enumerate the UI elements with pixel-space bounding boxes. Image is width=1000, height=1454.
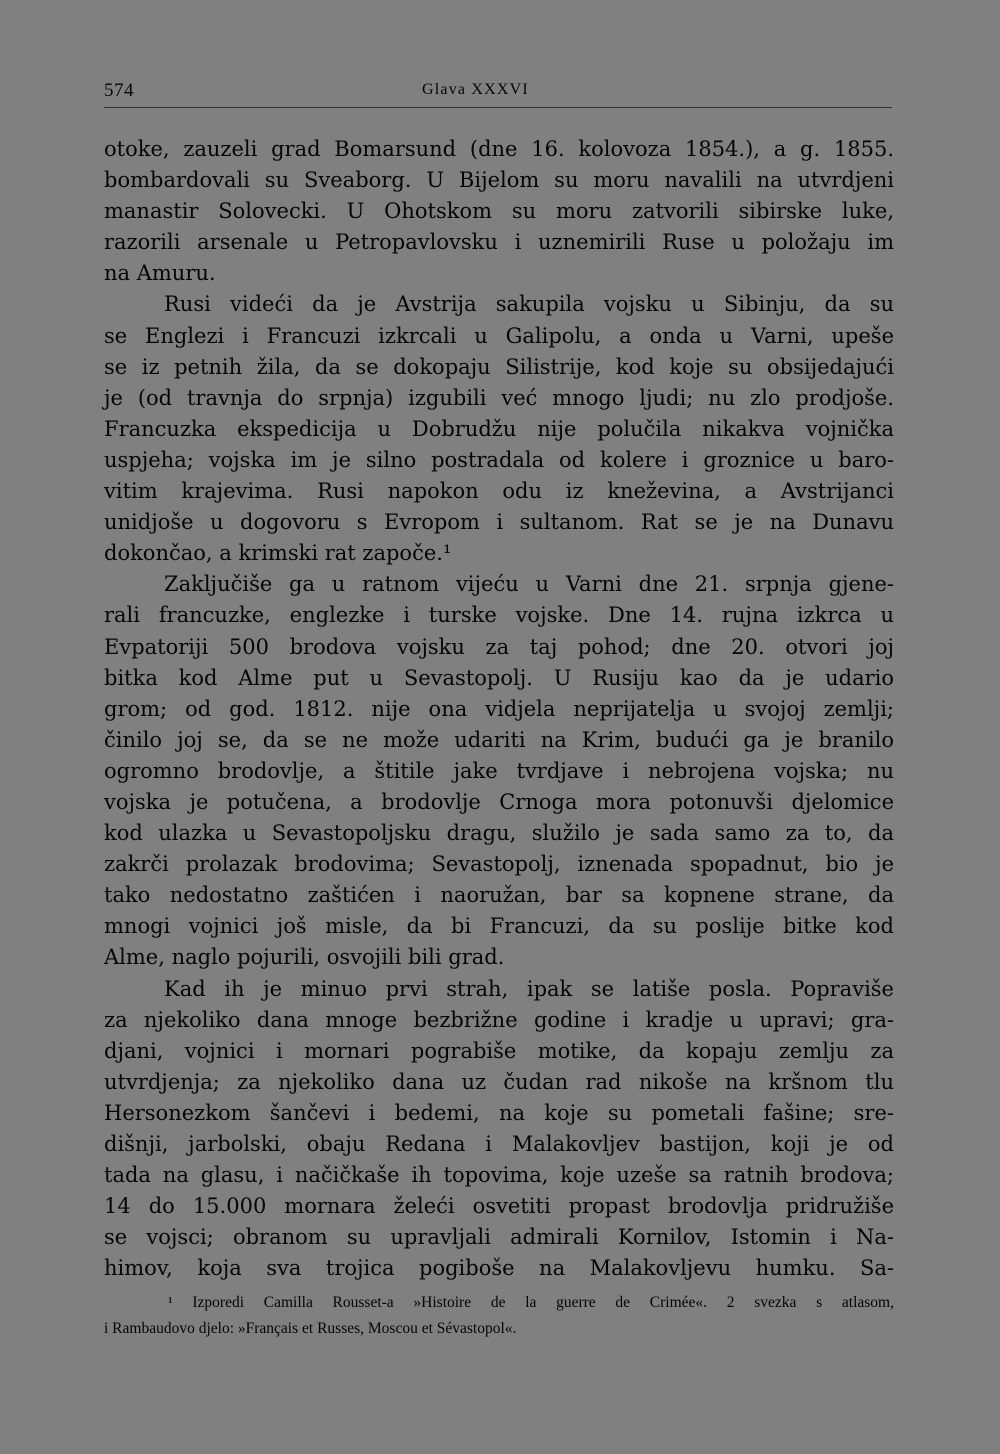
text-line: ogromno brodovlje, a štitile jake tvrdjave i nebrojena vojska; nu (104, 758, 894, 783)
text-line: vojska je potučena, a brodovlje Crnoga mora potonuvši djelomice (104, 789, 894, 814)
text-line: djani, vojnici i mornari pograbiše motike, da kopaju zemlju za (104, 1038, 894, 1063)
text-line: za njekoliko dana mnoge bezbrižne godine i kradje u upravi; gra- (104, 1007, 894, 1032)
text-line: Evpatoriji 500 brodova vojsku za taj pohod; dne 20. otvori joj (104, 634, 894, 659)
text-line: tada na glasu, i načičkaše ih topovima, koje uzeše sa ratnih brodova; (104, 1163, 894, 1188)
text-line: manastir Solovecki. U Ohotskom su moru zatvorili sibirske luke, (104, 199, 894, 224)
text-line: dišnji, jarbolski, obaju Redana i Malakovljev bastijon, koji je od (104, 1132, 894, 1156)
text-line: 14 do 15.000 mornara želeći osvetiti propast brodovlja pridružiše (104, 1194, 894, 1219)
text-line: Francuzka ekspedicija u Dobrudžu nije polučila nikakva vojnička (104, 416, 894, 441)
text-line: Hersonezkom šančevi i bedemi, na koje su pometali fašine; sre- (104, 1100, 894, 1125)
text-line: bitka kod Alme put u Sevastopolj. U Rusiju kao da je udario (104, 665, 894, 690)
text-line: Rusi videći da je Avstrija sakupila vojsku u Sibinju, da su (164, 292, 894, 317)
text-line: se vojsci; obranom su upravljali admirali Kornilov, Istomin i Na- (104, 1225, 894, 1250)
page-number: 574 (104, 80, 134, 101)
text-line: mnogi vojnici još misle, da bi Francuzi, da su poslije bitke kod (104, 914, 894, 939)
text-line: vitim krajevima. Rusi napokon odu iz kneževina, a Avstrijanci (104, 479, 894, 504)
header-rule (104, 107, 892, 108)
text-line: utvrdjenja; za njekoliko dana uz čudan rad nikoše na kršnom tlu (104, 1069, 894, 1094)
text-line: razorili arsenale u Petropavlovsku i uznemirili Ruse u položaju im (104, 230, 894, 255)
text-line: se iz petnih žila, da se dokopaju Silistrije, kod koje su obsijedajući (104, 354, 894, 379)
text-line: uspjeha; vojska im je silno postradala od kolere i groznice u baro- (104, 447, 894, 472)
text-line: kod ulazka u Sevastopoljsku dragu, služilo je sada samo za to, da (104, 821, 894, 846)
text-line: dokončao, a krimski rat započe.¹ (104, 541, 452, 566)
text-line: unidjoše u dogovoru s Evropom i sultanom. Rat se je na Dunavu (104, 510, 894, 535)
text-line: zakrči prolazak brodovima; Sevastopolj, iznenada spopadnut, bio je (104, 852, 894, 877)
text-line: je (od travnja do srpnja) izgubili već mnogo ljudi; nu zlo prodjoše. (104, 385, 894, 410)
text-line: činilo joj se, da se ne može udariti na Krim, budući ga je branilo (104, 727, 894, 752)
text-line: otoke, zauzeli grad Bomarsund (dne 16. kolovoza 1854.), a g. 1855. (104, 137, 894, 161)
text-line: bombardovali su Sveaborg. U Bijelom su moru navalili na utvrdjeni (104, 168, 894, 193)
text-line: Zaključiše ga u ratnom vijeću u Varni dne 21. srpnja gjene- (164, 572, 894, 597)
running-head: Glava XXXVI (422, 81, 529, 98)
text-line: se Englezi i Francuzi izkrcali u Galipolu, a onda u Varni, upeše (104, 323, 894, 348)
text-line: tako nedostatno zaštićen i naoružan, bar sa kopnene strane, da (104, 883, 894, 908)
text-line: Kad ih je minuo prvi strah, ipak se latiše posla. Popraviše (164, 976, 894, 1001)
text-line: grom; od god. 1812. nije ona vidjela neprijatelja u svojoj zemlji; (104, 696, 894, 721)
text-line: himov, koja sva trojica pogiboše na Malakovljevu humku. Sa- (104, 1256, 894, 1281)
text-line: rali francuzke, englezke i turske vojske. Dne 14. rujna izkrca u (104, 603, 894, 628)
footnote-line: i Rambaudovo djelo: »Français et Russes, Moscou et Sévastopol«. (104, 1320, 517, 1337)
text-line: na Amuru. (104, 261, 216, 286)
text-line: Alme, naglo pojurili, osvojili bili grad. (104, 945, 505, 970)
body-text (104, 134, 894, 1284)
footnote-line: ¹ Izporedi Camilla Rousset-a »Histoire de la guerre de Crimée«. 2 svezka s atlasom, (168, 1294, 894, 1311)
footnotes (104, 1290, 894, 1342)
page-header (104, 78, 892, 108)
